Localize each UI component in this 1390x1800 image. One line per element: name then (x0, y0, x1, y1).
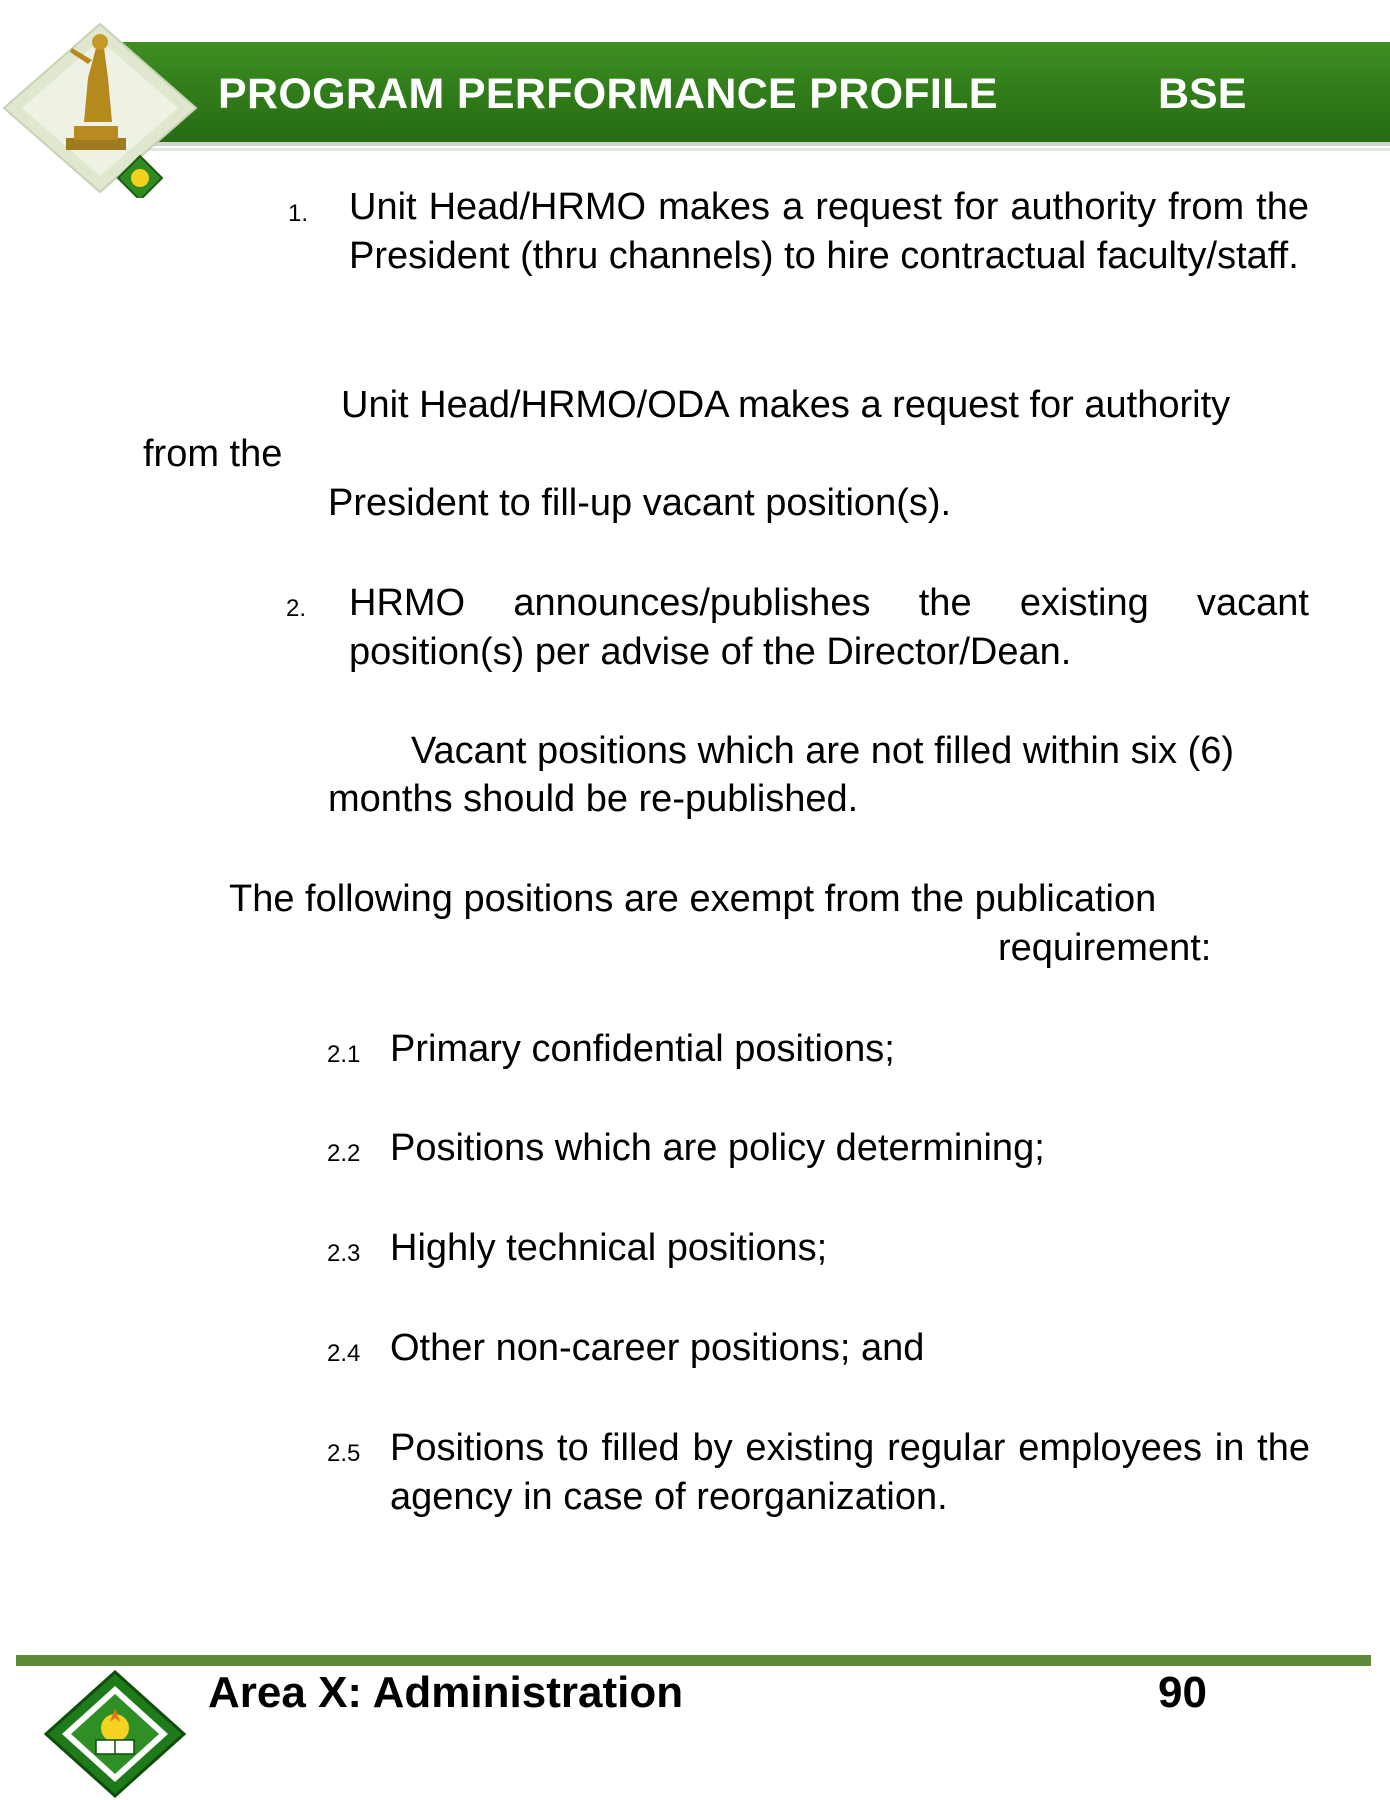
subitem-text: Highly technical positions; (390, 1227, 828, 1269)
item-text: HRMO announces/publishes the existing vacant position(s) per advise of the Director/Dean. (349, 582, 1309, 673)
note-line: Vacant positions which are not filled within six (6) (411, 730, 1235, 772)
subitem-number: 2.4 (327, 1340, 361, 1367)
subitem-number: 2.1 (327, 1041, 361, 1068)
header-title: PROGRAM PERFORMANCE PROFILE (218, 70, 998, 118)
item-number: 1. (288, 200, 309, 227)
note-line: Unit Head/HRMO/ODA makes a request for authority (341, 384, 1231, 426)
item-text: Unit Head/HRMO makes a request for authority from the President (thru channels) to hire contractual faculty/staff. (349, 186, 1309, 277)
subitem-text: Positions to filled by existing regular employees in the agency in case of reorganization. (390, 1427, 1310, 1518)
program-code: BSE (1158, 70, 1247, 118)
exempt-intro-line: The following positions are exempt from the publication (229, 878, 1157, 920)
university-seal-logo (44, 1670, 186, 1798)
item-number: 2. (286, 595, 307, 622)
header-statue-logo (0, 18, 200, 198)
exempt-intro-line: requirement: (998, 927, 1212, 969)
page-number: 90 (1158, 1668, 1207, 1717)
note-line: months should be re-published. (328, 778, 859, 820)
note-line: President to fill-up vacant position(s). (328, 482, 952, 524)
subitem-text: Primary confidential positions; (390, 1028, 895, 1070)
note-line: from the (143, 433, 283, 475)
subitem-text: Other non-career positions; and (390, 1327, 925, 1369)
subitem-number: 2.5 (327, 1440, 361, 1467)
subitem-number: 2.3 (327, 1240, 361, 1267)
subitem-number: 2.2 (327, 1140, 361, 1167)
footer-rule (16, 1655, 1371, 1666)
subitem-text: Positions which are policy determining; (390, 1127, 1045, 1169)
footer-area-title: Area X: Administration (208, 1668, 684, 1717)
